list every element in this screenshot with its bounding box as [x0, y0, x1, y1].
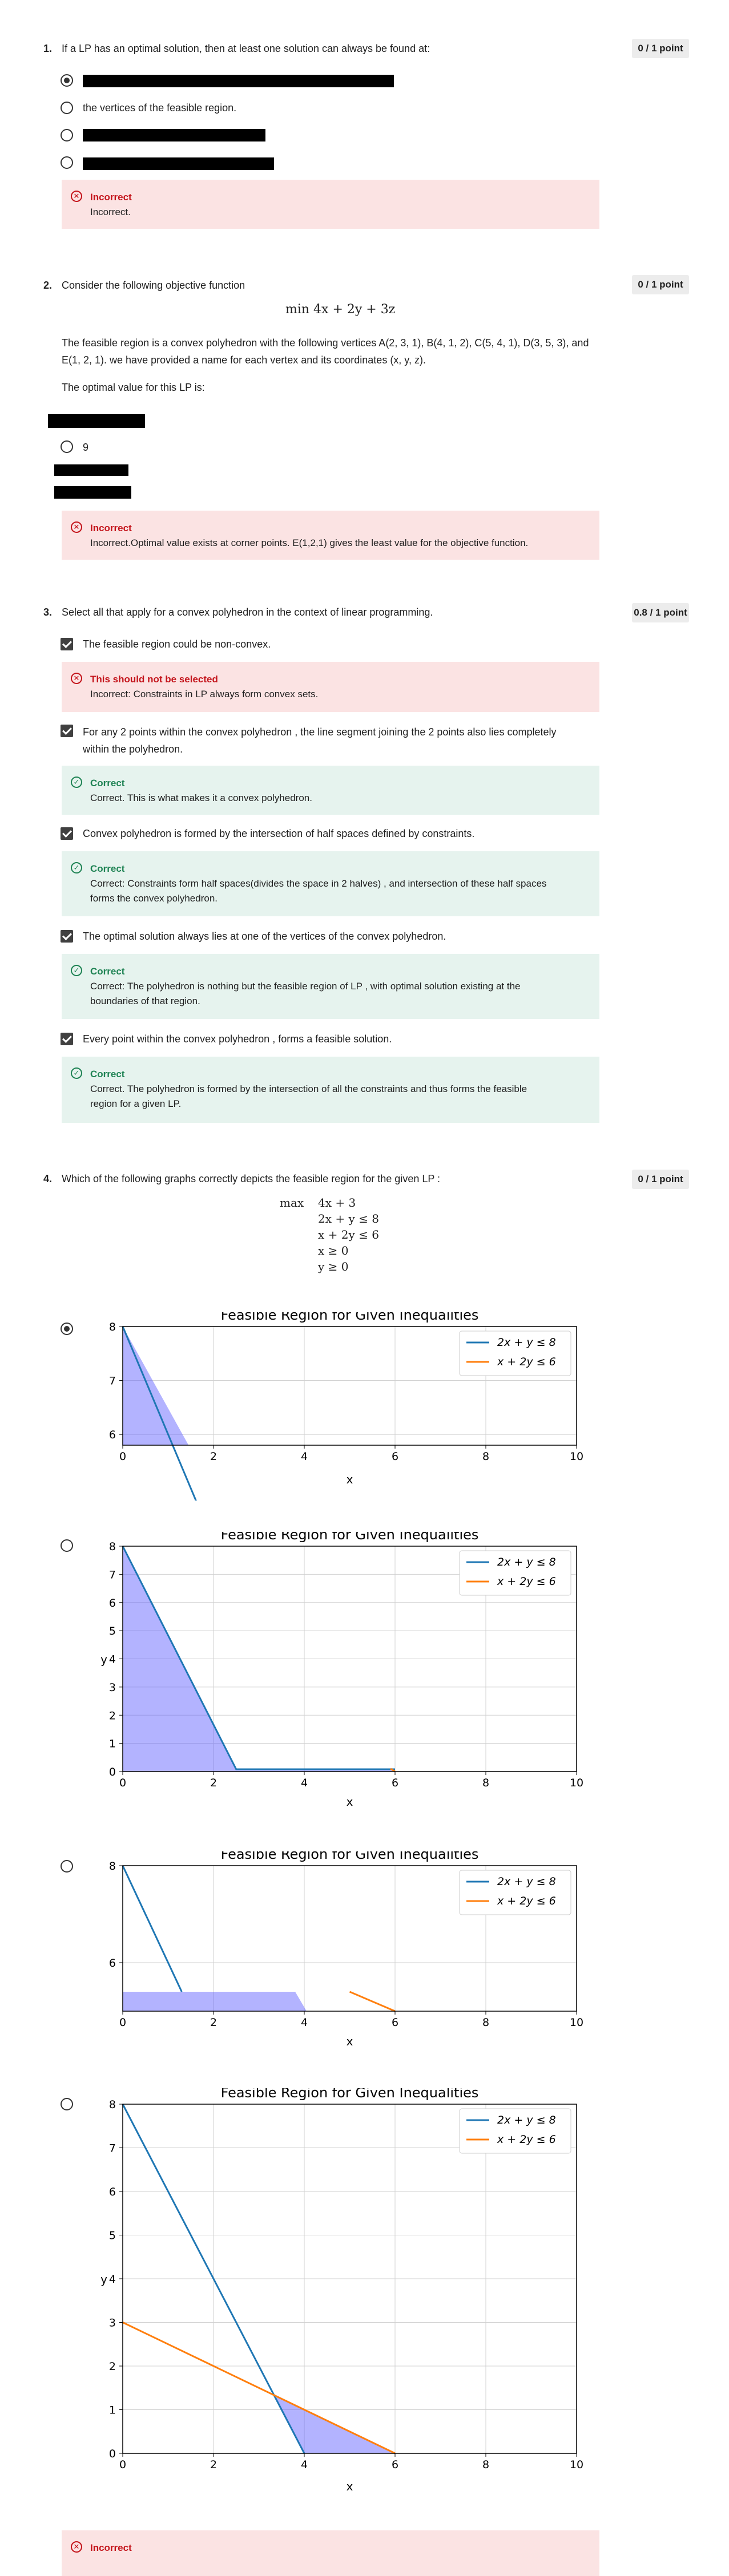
x-tick-label: 4: [300, 1450, 308, 1463]
option-radio[interactable]: [61, 156, 73, 169]
x-tick-label: 2: [210, 1450, 218, 1463]
question-text: Which of the following graphs correctly depicts the feasible region for the given LP :: [62, 1173, 441, 1184]
y-tick-label: 0: [108, 1766, 116, 1778]
option-radio[interactable]: [61, 129, 73, 141]
option-label: the vertices of the feasible region.: [83, 102, 237, 114]
x-axis-label: x: [346, 1473, 353, 1486]
chart-option-4: [97, 2088, 594, 2502]
redacted-option: [83, 75, 394, 87]
feedback-title: Correct: [90, 966, 125, 977]
check-circle-icon: ✓: [71, 862, 82, 874]
redacted-option: [48, 414, 145, 428]
x-axis-label: x: [346, 1795, 353, 1809]
feedback-text: Correct. This is what makes it a convex polyhedron.: [90, 792, 312, 803]
redacted-option: [83, 157, 274, 170]
option-label: The feasible region could be non-convex.: [83, 638, 271, 650]
option-label-line: within the polyhedron.: [83, 743, 183, 755]
lp-constraint: 2x + y ≤ 8: [318, 1212, 379, 1226]
x-tick-label: 0: [119, 2016, 127, 2029]
chart-option-3: [97, 1851, 594, 2057]
option-radio[interactable]: [61, 1539, 73, 1552]
y-tick-label: 8: [108, 2098, 116, 2111]
feedback-title: This should not be selected: [90, 674, 218, 685]
y-tick-label: 8: [108, 1860, 116, 1873]
option-radio[interactable]: [61, 440, 73, 453]
feedback-text: boundaries of that region.: [90, 996, 200, 1006]
feedback-incorrect: [62, 2530, 599, 2576]
x-tick-label: 10: [569, 1450, 584, 1463]
y-tick-label: 1: [108, 1737, 116, 1750]
y-tick-label: 8: [108, 1321, 116, 1333]
points-badge: 0.8 / 1 point: [632, 603, 689, 622]
feedback-text: Incorrect.Optimal value exists at corner points. E(1,2,1) gives the least value for the objective function.: [90, 537, 529, 548]
feedback-title: Incorrect: [90, 192, 132, 203]
points-badge: 0 / 1 point: [632, 1170, 689, 1189]
y-axis-label: y: [100, 1652, 107, 1667]
feasible-region: [123, 1992, 307, 2011]
chart-svg: [97, 2088, 594, 2499]
check-circle-icon: ✓: [71, 1067, 82, 1079]
x-tick-label: 8: [482, 1450, 490, 1463]
x-tick-label: 0: [119, 1450, 127, 1463]
legend-label: 2x + y ≤ 8: [497, 2114, 556, 2126]
question-prompt: The optimal value for this LP is:: [62, 382, 205, 393]
y-tick-label: 4: [108, 2273, 116, 2286]
option-radio[interactable]: [61, 1860, 73, 1873]
feedback-title: Incorrect: [90, 2542, 132, 2553]
y-tick-label: 6: [108, 1596, 116, 1610]
legend-label: 2x + y ≤ 8: [497, 1556, 556, 1568]
feedback-incorrect: [62, 180, 599, 229]
y-tick-label: 7: [108, 1374, 116, 1388]
feedback-text: forms the convex polyhedron.: [90, 893, 218, 904]
feedback-title: Incorrect: [90, 523, 132, 533]
x-tick-label: 0: [119, 2458, 127, 2471]
y-tick-label: 4: [108, 1653, 116, 1666]
redacted-option: [54, 464, 128, 476]
x-tick-label: 6: [391, 1450, 399, 1463]
x-tick-label: 8: [482, 2016, 490, 2029]
feedback-text: Correct. The polyhedron is formed by the intersection of all the constraints and thus forms the feasible: [90, 1083, 527, 1094]
option-label: Every point within the convex polyhedron , forms a feasible solution.: [83, 1033, 392, 1045]
checkbox-checked[interactable]: [61, 930, 73, 943]
legend-label: 2x + y ≤ 8: [497, 1875, 556, 1888]
feedback-title: Correct: [90, 863, 125, 874]
question-number: 2.: [43, 280, 53, 291]
chart-title: Feasible Region for Given Inequalities: [220, 1851, 479, 1862]
series-line: [123, 2323, 395, 2454]
checkbox-checked[interactable]: [61, 638, 73, 650]
chart-svg: [97, 1312, 594, 1501]
x-circle-icon: ✕: [71, 2541, 82, 2553]
feedback-title: Correct: [90, 1069, 125, 1079]
option-radio-selected[interactable]: [61, 74, 73, 87]
option-label-line: For any 2 points within the convex polyhedron , the line segment joining the 2 points also lies completely: [83, 726, 557, 738]
option-radio[interactable]: [61, 102, 73, 114]
feedback-incorrect: [62, 511, 599, 560]
x-tick-label: 10: [569, 2016, 584, 2029]
legend-label: 2x + y ≤ 8: [497, 1336, 556, 1349]
x-tick-label: 10: [569, 2458, 584, 2471]
y-tick-label: 1: [108, 2404, 116, 2417]
x-tick-label: 2: [210, 2016, 218, 2029]
y-tick-label: 0: [108, 2448, 116, 2460]
option-label: [83, 723, 556, 758]
x-circle-icon: ✕: [71, 673, 82, 684]
feedback-correct: [62, 954, 599, 1019]
x-tick-label: 8: [482, 2458, 490, 2471]
legend-label: x + 2y ≤ 6: [497, 1356, 556, 1368]
x-tick-label: 10: [569, 1777, 584, 1789]
y-tick-label: 6: [108, 2186, 116, 2198]
feedback-incorrect: [62, 662, 599, 712]
chart-title: Feasible Region for Given Inequalities: [220, 2088, 479, 2101]
y-tick-label: 3: [108, 2316, 116, 2330]
points-badge: 0 / 1 point: [632, 39, 689, 58]
points-badge: 0 / 1 point: [632, 275, 689, 294]
x-circle-icon: ✕: [71, 191, 82, 202]
description-line: E(1, 2, 1). we have provided a name for each vertex and its coordinates (x, y, z).: [62, 354, 426, 366]
checkbox-checked[interactable]: [61, 827, 73, 840]
series-line: [350, 1992, 396, 2011]
y-tick-label: 6: [108, 1429, 116, 1442]
checkbox-checked[interactable]: [61, 1033, 73, 1045]
chart-svg: [97, 1532, 594, 1814]
question-number: 3.: [43, 606, 53, 618]
feedback-correct: [62, 851, 599, 916]
lp-constraint: y ≥ 0: [318, 1260, 349, 1273]
feedback-correct: [62, 766, 599, 815]
option-radio[interactable]: [61, 2098, 73, 2110]
x-tick-label: 6: [391, 1777, 399, 1789]
y-tick-label: 7: [108, 2142, 116, 2155]
feedback-text: Incorrect.: [90, 207, 131, 217]
x-tick-label: 4: [300, 2458, 308, 2471]
y-tick-label: 8: [108, 1540, 116, 1553]
legend-label: x + 2y ≤ 6: [497, 1575, 556, 1588]
y-tick-label: 3: [108, 1681, 116, 1694]
lp-objective: 4x + 3: [318, 1196, 356, 1210]
x-tick-label: 2: [210, 1777, 218, 1789]
x-circle-icon: ✕: [71, 521, 82, 533]
x-tick-label: 4: [300, 2016, 308, 2029]
chart-svg: [97, 1851, 594, 2054]
lp-constraint: x ≥ 0: [318, 1244, 349, 1257]
option-label: The optimal solution always lies at one of the vertices of the convex polyhedron.: [83, 931, 446, 942]
check-circle-icon: ✓: [71, 777, 82, 788]
question-text: Consider the following objective function: [62, 280, 245, 291]
legend-label: x + 2y ≤ 6: [497, 2133, 556, 2146]
y-tick-label: 6: [108, 1957, 116, 1970]
description-line: The feasible region is a convex polyhedron with the following vertices A(2, 3, 1), B(4, 1, 2), C(5, 4, 1), D(3, 5, 3), and: [62, 337, 589, 349]
check-circle-icon: ✓: [71, 965, 82, 976]
feedback-text: Correct: The polyhedron is nothing but the feasible region of LP , with optimal solution existing at the: [90, 981, 521, 992]
option-label: 9: [83, 442, 89, 453]
x-axis-label: x: [346, 2035, 353, 2048]
redacted-option: [54, 486, 131, 499]
question-number: 1.: [43, 43, 53, 54]
question-number: 4.: [43, 1173, 53, 1184]
lp-max-label: max: [280, 1196, 304, 1210]
chart-title: Feasible Region for Given Inequalities: [220, 1532, 479, 1543]
x-tick-label: 8: [482, 1777, 490, 1789]
lp-constraint: x + 2y ≤ 6: [318, 1228, 379, 1242]
y-tick-label: 5: [108, 1625, 116, 1638]
feasible-region: [123, 1327, 188, 1445]
x-tick-label: 2: [210, 2458, 218, 2471]
option-radio-selected[interactable]: [61, 1323, 73, 1335]
feedback-text: Incorrect: Constraints in LP always form convex sets.: [90, 689, 319, 699]
chart-option-2: [97, 1532, 594, 1817]
checkbox-checked[interactable]: [61, 725, 73, 737]
y-tick-label: 7: [108, 1568, 116, 1582]
feedback-correct: [62, 1057, 599, 1123]
feedback-text: region for a given LP.: [90, 1098, 182, 1109]
chart-title: Feasible Region for Given Inequalities: [220, 1312, 479, 1323]
question-description: [62, 334, 610, 369]
option-label: Convex polyhedron is formed by the intersection of half spaces defined by constraints.: [83, 828, 475, 839]
feedback-text: Correct: Constraints form half spaces(divides the space in 2 halves) , and intersection of these half spaces: [90, 878, 547, 889]
y-tick-label: 2: [108, 2360, 116, 2373]
objective-function: min 4x + 2y + 3z: [285, 302, 396, 317]
x-tick-label: 6: [391, 2458, 399, 2471]
question-text: If a LP has an optimal solution, then at least one solution can always be found at:: [62, 43, 430, 54]
feedback-title: Correct: [90, 778, 125, 788]
question-text: Select all that apply for a convex polyhedron in the context of linear programming.: [62, 606, 433, 618]
redacted-option: [83, 129, 265, 141]
y-tick-label: 5: [108, 2229, 116, 2242]
legend-label: x + 2y ≤ 6: [497, 1895, 556, 1907]
x-tick-label: 4: [300, 1777, 308, 1789]
x-tick-label: 6: [391, 2016, 399, 2029]
y-axis-label: y: [100, 2272, 107, 2286]
x-axis-label: x: [346, 2480, 353, 2493]
y-tick-label: 2: [108, 1709, 116, 1722]
chart-option-1: [97, 1312, 594, 1503]
x-tick-label: 0: [119, 1777, 127, 1789]
series-line: [123, 1866, 182, 1992]
